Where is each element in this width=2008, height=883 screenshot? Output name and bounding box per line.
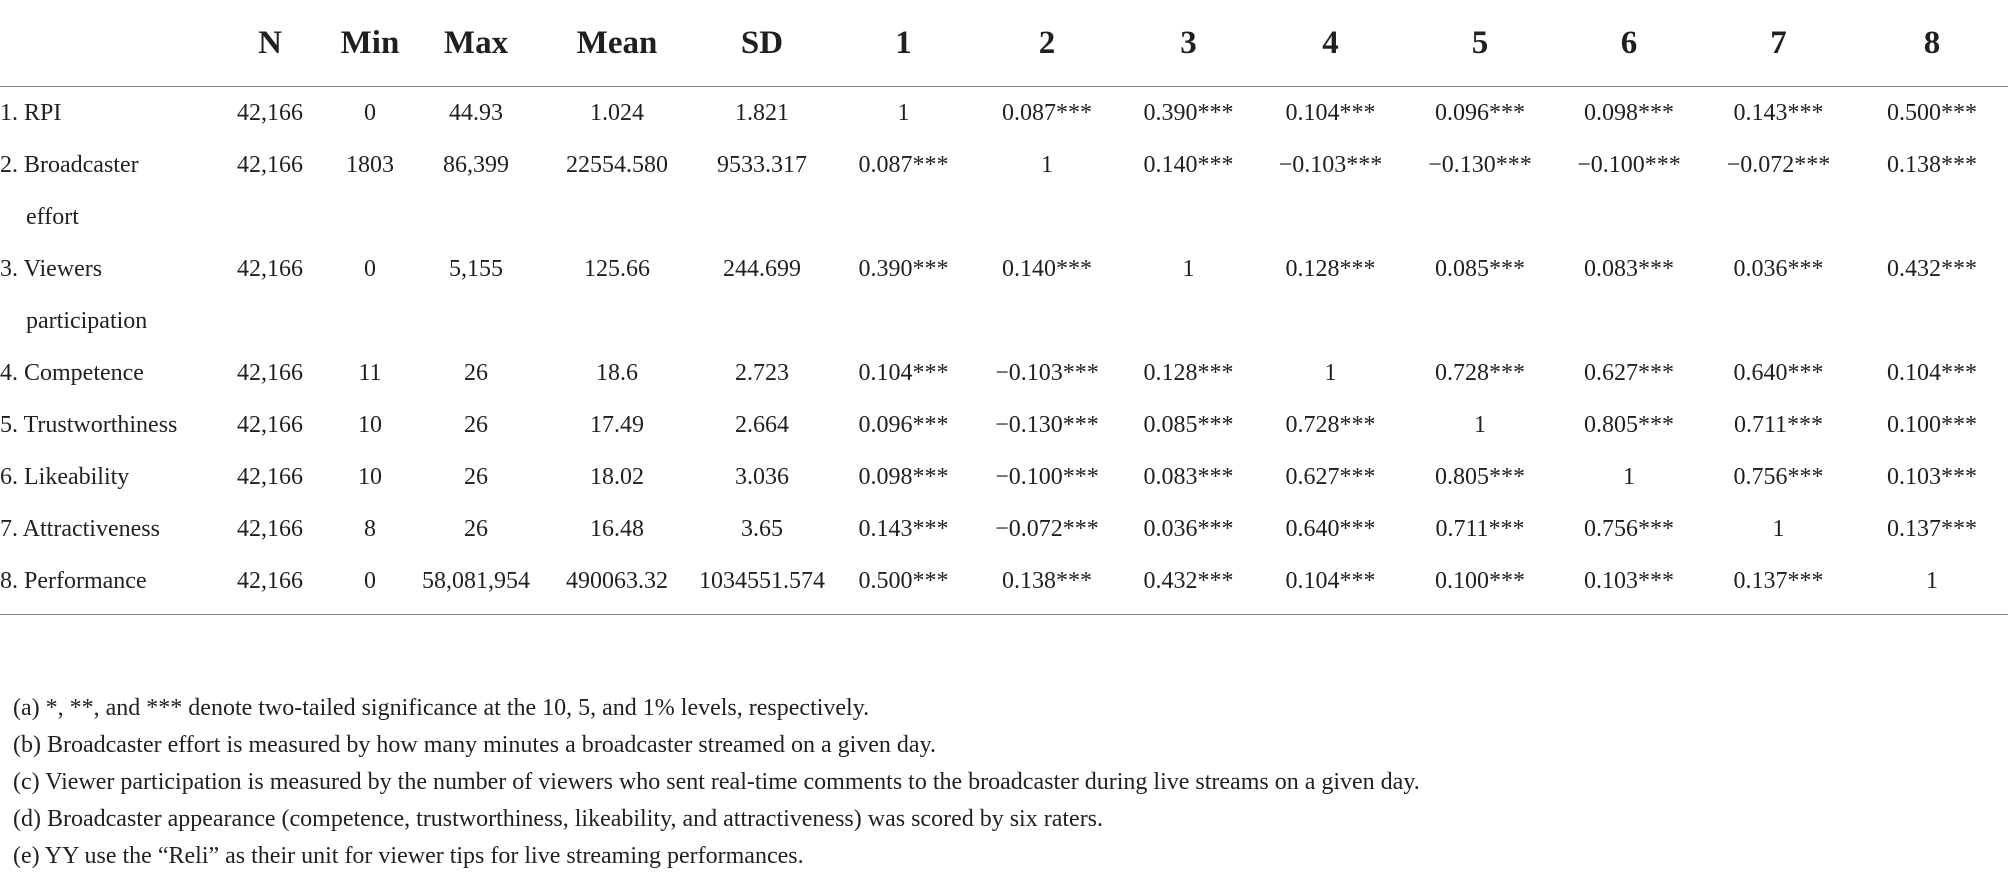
table-cell: 0.104*** bbox=[1887, 360, 1977, 386]
table-cell: 42,166 bbox=[237, 516, 303, 542]
table-cell: 2.664 bbox=[735, 412, 789, 438]
table-cell: 0.728*** bbox=[1435, 360, 1525, 386]
variable-name-continuation: effort bbox=[26, 204, 79, 230]
column-header-min: Min bbox=[330, 0, 410, 87]
table-cell: 1 bbox=[1623, 464, 1635, 490]
table-cell: 42,166 bbox=[237, 100, 303, 126]
table-cell: 0.432*** bbox=[1887, 256, 1977, 282]
column-header-1: 1 bbox=[832, 0, 975, 87]
table-cell: 0.500*** bbox=[1887, 100, 1977, 126]
column-header-8: 8 bbox=[1856, 0, 2008, 87]
table-cell: 0.036*** bbox=[1733, 256, 1824, 282]
table-cell: −0.130*** bbox=[995, 412, 1099, 438]
table-cell: 0.098*** bbox=[858, 464, 949, 490]
table-cell: 1 bbox=[897, 100, 910, 126]
table-cell: 11 bbox=[358, 360, 382, 386]
table-cell: 3.036 bbox=[735, 464, 789, 490]
table-cell: 0.627*** bbox=[1285, 464, 1376, 490]
table-cell: −0.130*** bbox=[1428, 152, 1532, 178]
column-header-3: 3 bbox=[1119, 0, 1258, 87]
table-row bbox=[0, 399, 2008, 451]
column-header-max: Max bbox=[410, 0, 542, 87]
table-cell: 0.756*** bbox=[1584, 516, 1674, 542]
variable-name-cell bbox=[0, 139, 210, 243]
table-cell: 0.103*** bbox=[1887, 464, 1977, 490]
column-header-variable bbox=[0, 0, 210, 87]
table-cell: 0.137*** bbox=[1701, 555, 1856, 615]
column-header-mean: Mean bbox=[542, 0, 692, 87]
table-cell: 0.036*** bbox=[1143, 516, 1234, 542]
table-cell: 0.100*** bbox=[1887, 412, 1977, 438]
table-row bbox=[0, 451, 2008, 503]
table-cell: 22554.580 bbox=[566, 152, 668, 178]
table-cell: 0.098*** bbox=[1584, 100, 1674, 126]
footnote-b: (b) Broadcaster effort is measured by how many minutes a broadcaster streamed on a given day. bbox=[13, 732, 937, 758]
table-cell: 0.627*** bbox=[1584, 360, 1674, 386]
table-cell: 18.6 bbox=[596, 360, 638, 386]
table-cell: −0.100*** bbox=[995, 464, 1099, 490]
table-cell: 0.138*** bbox=[975, 555, 1119, 615]
table-cell: 1 bbox=[1856, 555, 2008, 615]
column-header-5: 5 bbox=[1403, 0, 1557, 87]
table-cell: 1 bbox=[1772, 516, 1785, 542]
table-cell: 0.138*** bbox=[1887, 152, 1977, 178]
table-cell: 42,166 bbox=[237, 256, 303, 282]
table-cell: 0.640*** bbox=[1733, 360, 1824, 386]
table-cell: 10 bbox=[358, 464, 382, 490]
table-cell: 1 bbox=[1041, 152, 1053, 178]
table-cell: 0.096*** bbox=[858, 412, 949, 438]
table-cell: 0.143*** bbox=[858, 516, 949, 542]
footnote-e: (e) YY use the “Reli” as their unit for viewer tips for live streaming performances. bbox=[13, 843, 804, 869]
table-cell: 17.49 bbox=[590, 412, 644, 438]
footnote-a: (a) *, **, and *** denote two-tailed significance at the 10, 5, and 1% levels, respectively. bbox=[13, 695, 870, 721]
table-cell: 26 bbox=[464, 464, 488, 490]
table-cell: 0 bbox=[330, 555, 410, 615]
table-cell: 0.640*** bbox=[1285, 516, 1376, 542]
table-cell: 244.699 bbox=[723, 256, 801, 282]
table-body bbox=[0, 87, 2008, 615]
table-cell: 0.390*** bbox=[858, 256, 949, 282]
variable-name-cell bbox=[0, 451, 210, 503]
table-cell: 0.500*** bbox=[832, 555, 975, 615]
table-row bbox=[0, 503, 2008, 555]
table-cell: 1803 bbox=[346, 152, 394, 178]
table-cell: 9533.317 bbox=[717, 152, 807, 178]
table-cell: 0.137*** bbox=[1887, 516, 1977, 542]
table-row bbox=[0, 139, 2008, 243]
table-cell: 42,166 bbox=[237, 152, 303, 178]
table-cell: 1 bbox=[1182, 256, 1195, 282]
table-cell: 0.104*** bbox=[1285, 100, 1376, 126]
table-cell: 0.711*** bbox=[1733, 412, 1824, 438]
table-cell: 0.087*** bbox=[858, 152, 949, 178]
table-cell: 42,166 bbox=[237, 360, 303, 386]
variable-name-cell bbox=[0, 399, 210, 451]
variable-name: 2. Broadcaster bbox=[0, 152, 139, 178]
column-header-n: N bbox=[210, 0, 330, 87]
table-cell: 0 bbox=[364, 256, 376, 282]
table-cell: 0.128*** bbox=[1285, 256, 1376, 282]
table-cell: 1.024 bbox=[590, 100, 644, 126]
table-cell: 8 bbox=[364, 516, 376, 542]
table-cell: 0.390*** bbox=[1143, 100, 1234, 126]
table-cell: 1 bbox=[1324, 360, 1337, 386]
table-cell: 0.805*** bbox=[1435, 464, 1525, 490]
table-row bbox=[0, 347, 2008, 399]
variable-name-cell bbox=[0, 87, 210, 140]
table-cell: 490063.32 bbox=[542, 555, 692, 615]
table-cell: 1 bbox=[1474, 412, 1486, 438]
column-header-6: 6 bbox=[1557, 0, 1701, 87]
variable-name: 1. RPI bbox=[0, 100, 62, 126]
table-cell: −0.103*** bbox=[1278, 152, 1383, 178]
table-cell: 16.48 bbox=[590, 516, 644, 542]
table-cell: 2.723 bbox=[735, 360, 789, 386]
table-cell: 125.66 bbox=[584, 256, 650, 282]
table-row bbox=[0, 87, 2008, 140]
table-cell: 0.103*** bbox=[1557, 555, 1701, 615]
variable-name: 8. Performance bbox=[0, 568, 147, 594]
column-header-4: 4 bbox=[1258, 0, 1403, 87]
table-cell: 0.096*** bbox=[1435, 100, 1525, 126]
table-cell: 26 bbox=[464, 360, 488, 386]
table-cell: 42,166 bbox=[237, 412, 303, 438]
table-cell: −0.100*** bbox=[1577, 152, 1681, 178]
table-cell: 0.085*** bbox=[1143, 412, 1234, 438]
table-cell: 0.083*** bbox=[1584, 256, 1674, 282]
table-cell: 0.085*** bbox=[1435, 256, 1525, 282]
table-footnotes bbox=[13, 690, 1420, 875]
variable-name-continuation: participation bbox=[26, 308, 148, 334]
column-header-sd: SD bbox=[692, 0, 832, 87]
variable-name-cell bbox=[0, 347, 210, 399]
table-cell: 0.140*** bbox=[1002, 256, 1092, 282]
variable-name: 5. Trustworthiness bbox=[0, 412, 178, 438]
variable-name: 7. Attractiveness bbox=[0, 516, 160, 542]
table-cell: 26 bbox=[464, 516, 488, 542]
variable-name: 4. Competence bbox=[0, 360, 144, 386]
table-cell: 0.100*** bbox=[1403, 555, 1557, 615]
table-cell: 18.02 bbox=[590, 464, 644, 490]
table-cell: 3.65 bbox=[741, 516, 783, 542]
table-cell: 1.821 bbox=[735, 100, 789, 126]
variable-name-cell bbox=[0, 555, 210, 615]
table-cell: 0.432*** bbox=[1119, 555, 1258, 615]
table-cell: −0.103*** bbox=[995, 360, 1099, 386]
header-row bbox=[0, 0, 2008, 87]
table-cell: 0.756*** bbox=[1733, 464, 1824, 490]
table-cell: 5,155 bbox=[449, 256, 503, 282]
table-cell: 0.128*** bbox=[1143, 360, 1234, 386]
table-cell: 10 bbox=[358, 412, 382, 438]
footnote-d: (d) Broadcaster appearance (competence, trustworthiness, likeability, and attractiveness) was scored by six raters. bbox=[13, 806, 1104, 832]
table-cell: 0.711*** bbox=[1435, 516, 1525, 542]
table-cell: 86,399 bbox=[443, 152, 509, 178]
table-cell: 0.140*** bbox=[1143, 152, 1234, 178]
table-cell: 0.143*** bbox=[1733, 100, 1824, 126]
variable-name-cell bbox=[0, 243, 210, 347]
table-row bbox=[0, 555, 2008, 615]
table-cell: 0.104*** bbox=[858, 360, 949, 386]
column-header-2: 2 bbox=[975, 0, 1119, 87]
table-cell: 0.104*** bbox=[1258, 555, 1403, 615]
table-cell: 0.805*** bbox=[1584, 412, 1674, 438]
column-header-7: 7 bbox=[1701, 0, 1856, 87]
footnote-c: (c) Viewer participation is measured by the number of viewers who sent real-time comments to the broadcaster during live streams on a given day. bbox=[13, 769, 1420, 795]
table-cell: 42,166 bbox=[237, 464, 303, 490]
table-cell: 0 bbox=[364, 100, 376, 126]
variable-name: 6. Likeability bbox=[0, 464, 130, 490]
table-cell: 1034551.574 bbox=[692, 555, 832, 615]
table-cell: 0.728*** bbox=[1285, 412, 1376, 438]
table-row bbox=[0, 243, 2008, 347]
table-cell: −0.072*** bbox=[995, 516, 1099, 542]
table-cell: 26 bbox=[464, 412, 488, 438]
table-cell: −0.072*** bbox=[1726, 152, 1831, 178]
variable-name-cell bbox=[0, 503, 210, 555]
table-cell: 0.087*** bbox=[1002, 100, 1092, 126]
table-cell: 58,081,954 bbox=[410, 555, 542, 615]
table-cell: 42,166 bbox=[210, 555, 330, 615]
variable-name: 3. Viewers bbox=[0, 256, 103, 282]
table-cell: 44.93 bbox=[449, 100, 503, 126]
table-cell: 0.083*** bbox=[1143, 464, 1234, 490]
